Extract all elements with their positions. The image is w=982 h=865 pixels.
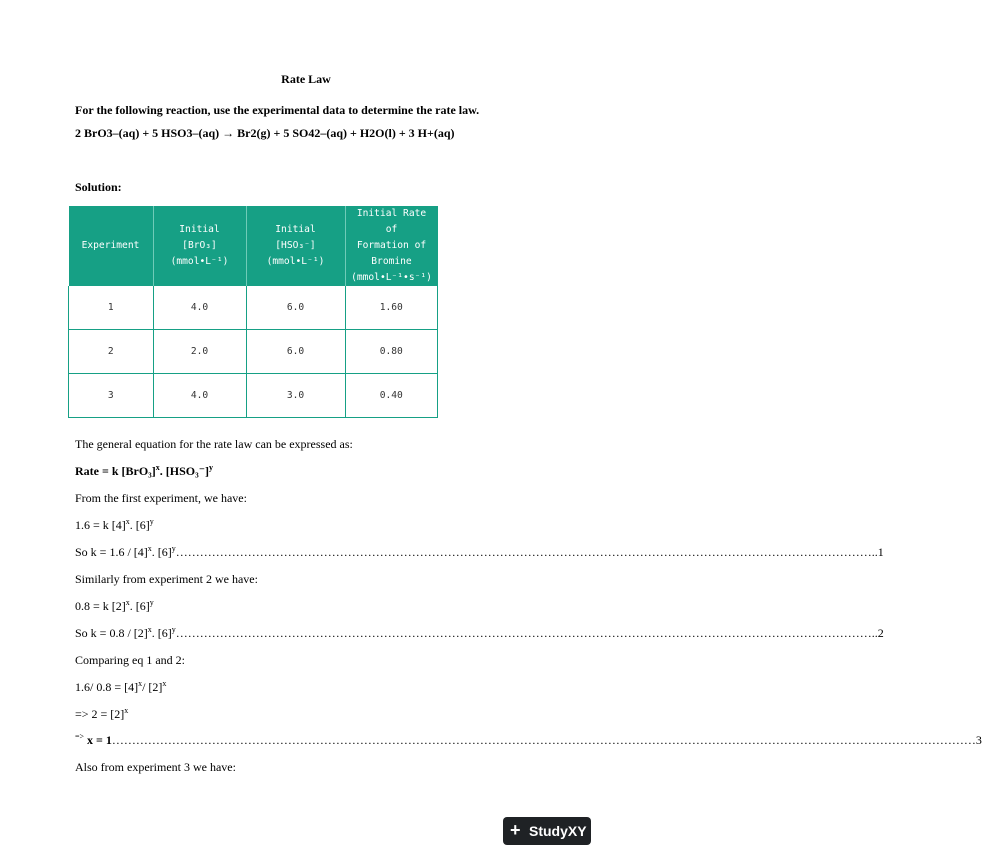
col-header-bro3: Initial [BrO₃] (mmol•L⁻¹) [153,206,246,286]
k-equation-1: So $k = 1.6 / [4]^x$. $[6]^y\dots\dots\dots\dots\dots\dots\dots\dots\dots\dots\dots\dots\dots\dots\dots\dots\dots\dots\dots\dots\dots\dots\dots\dots\dots\dots\dots\dots\dots\dots\dots\dots\dots\dots\dots\dots\dots\dots\dots\dots\dots\dots\dots\dots\dots\dots\dots\dots\dots\dots\dots\dots\dots\dots\dots\dots\dots\dots..1$ [75,544,884,559]
studyxy-logo [503,817,591,845]
problem-prompt: For the following reaction, use the experimental data to determine the rate law. [75,103,480,117]
col-header-rate: Initial Rate of Formation of Bromine (mmol•L⁻¹•s⁻¹) [345,206,438,286]
cell-hso3: 3.0 [246,374,345,418]
table-header-row [69,206,438,286]
experiment-2-intro: Similarly from experiment 2 we have: [75,572,258,586]
plus-icon: + [510,820,521,840]
cell-rate: 1.60 [345,286,438,330]
cell-experiment: 1 [69,286,154,330]
ratio-equation: 1.6/ $0.8 = [4]^x/$ $[2]^x$ [75,679,167,694]
cell-experiment: 2 [69,330,154,374]
solution-label: Solution: [75,180,122,194]
experiment-table [68,206,438,418]
table-row [69,374,438,418]
cell-bro3: 4.0 [153,286,246,330]
experiment-1-intro: From the first experiment, we have: [75,491,247,505]
simplified-equation: => $2 = [2]^x$ [75,706,129,721]
cell-hso3: 6.0 [246,330,345,374]
equation-2: 0.8 = k $[2]^x$. $[6]^y$ [75,598,154,613]
experiment-3-intro: Also from experiment 3 we have: [75,760,236,774]
cell-bro3: 4.0 [153,374,246,418]
cell-bro3: 2.0 [153,330,246,374]
cell-hso3: 6.0 [246,286,345,330]
x-result: => x = 1………………………………………………………………………………………………………………………………………………………………………………………………3 [75,732,982,747]
logo-wordmark: StudyXY [529,823,587,839]
table-row [69,286,438,330]
cell-experiment: 3 [69,374,154,418]
equation-1: 1.6 = k $[4]^x$. $[6]^y$ [75,517,154,532]
general-equation-intro: The general equation for the rate law can be expressed as: [75,437,353,451]
rate-law-equation: Rate = k $[BrO_3]^x$. $[HSO_3^-]^y$ [75,463,214,478]
cell-rate: 0.80 [345,330,438,374]
col-header-hso3: Initial [HSO₃⁻] (mmol•L⁻¹) [246,206,345,286]
table-row [69,330,438,374]
reaction-equation: 2 BrO3–(aq) + 5 HSO3–(aq) → Br2(g) + 5 SO42–(aq) + H2O(l) + 3 H+(aq) [75,126,455,140]
compare-intro: Comparing eq 1 and 2: [75,653,185,667]
cell-rate: 0.40 [345,374,438,418]
k-equation-2: So $k = 0.8 / [2]^x$. $[6]^y\dots\dots\dots\dots\dots\dots\dots\dots\dots\dots\dots\dots\dots\dots\dots\dots\dots\dots\dots\dots\dots\dots\dots\dots\dots\dots\dots\dots\dots\dots\dots\dots\dots\dots\dots\dots\dots\dots\dots\dots\dots\dots\dots\dots\dots\dots\dots\dots\dots\dots\dots\dots\dots\dots\dots\dots\dots\dots..2$ [75,625,884,640]
page-title: Rate Law [281,72,331,86]
col-header-experiment: Experiment [69,206,154,286]
